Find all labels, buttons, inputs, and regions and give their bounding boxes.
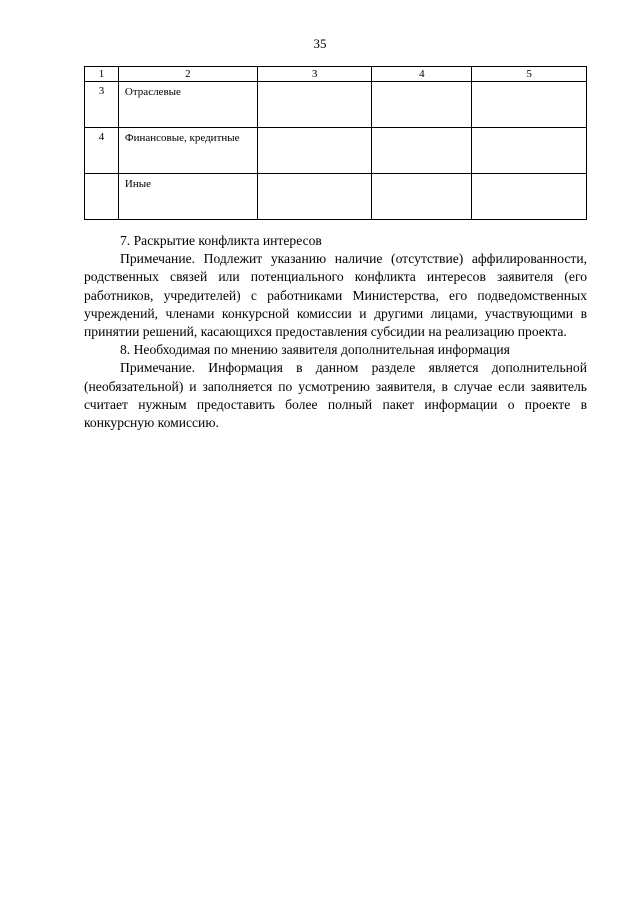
- column-header: 4: [372, 67, 472, 82]
- table-row: [85, 82, 587, 128]
- table-cell: [257, 128, 372, 174]
- row-name: Отраслевые: [118, 82, 257, 128]
- section-8-note: Примечание. Информация в данном разделе является дополнительной (необязательной) и заполняется по усмотрению заявителя, в случае если заявитель считает нужным предоставить более полный пакет информации о проекте в конкурсную комиссию.: [84, 360, 587, 431]
- row-name: Финансовые, кредитные: [118, 128, 257, 174]
- table-header-row: [85, 67, 587, 82]
- table-row: [85, 174, 587, 220]
- table-cell: [472, 128, 587, 174]
- row-number: 4: [85, 128, 119, 174]
- row-number: 3: [85, 82, 119, 128]
- column-header: 3: [257, 67, 372, 82]
- document-body: [84, 232, 587, 432]
- table-cell: [257, 174, 372, 220]
- table-cell: [372, 128, 472, 174]
- section-8-heading: 8. Необходимая по мнению заявителя дополнительная информация: [120, 342, 510, 358]
- table-cell: [472, 174, 587, 220]
- column-header: 2: [118, 67, 257, 82]
- column-header: 5: [472, 67, 587, 82]
- section-7-note: Примечание. Подлежит указанию наличие (отсутствие) аффилированности, родственных связей или потенциального конфликта интересов заявителя (его работников, учредителей) с работниками Министерства, его подведомственных учреждений, членами конкурсной комиссии и другими лицами, участвующими в принятии решений, касающихся предоставления субсидии на реализацию проекта.: [84, 251, 587, 340]
- section-7-heading: 7. Раскрытие конфликта интересов: [120, 233, 322, 248]
- table-cell: [372, 174, 472, 220]
- column-header: 1: [85, 67, 119, 82]
- row-number: [85, 174, 119, 220]
- data-table: [84, 66, 587, 220]
- row-name: Иные: [118, 174, 257, 220]
- page-number: 35: [313, 36, 327, 51]
- table-cell: [372, 82, 472, 128]
- table-row: [85, 128, 587, 174]
- table-cell: [257, 82, 372, 128]
- table-cell: [472, 82, 587, 128]
